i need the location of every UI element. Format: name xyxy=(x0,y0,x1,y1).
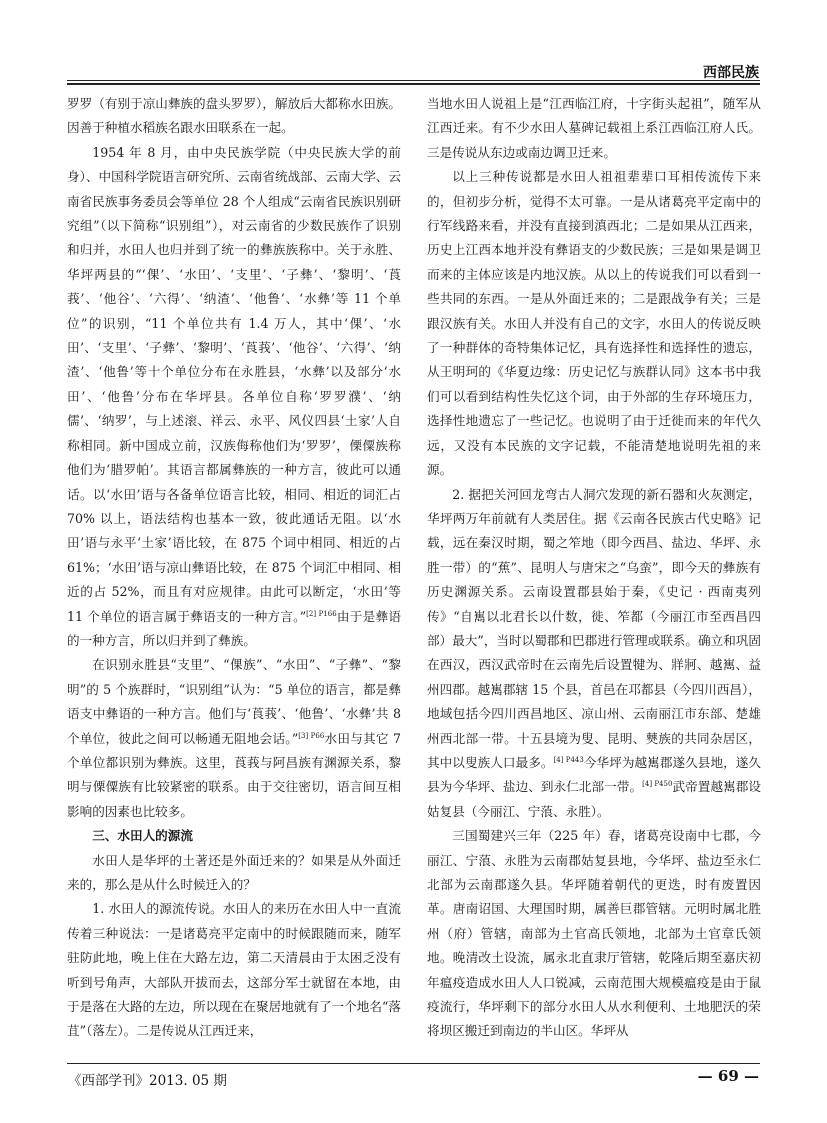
paragraph-continued xyxy=(67,92,401,141)
paragraph xyxy=(427,165,761,482)
citation-marker: [4] P443 xyxy=(553,755,584,764)
article-body xyxy=(67,92,761,1052)
section-label: 西部民族 xyxy=(703,65,759,81)
left-column xyxy=(67,92,401,1052)
paragraph xyxy=(67,897,401,1043)
citation-marker: [3] P66 xyxy=(298,731,325,740)
paragraph-continued xyxy=(427,92,761,165)
paragraph-text: 三、水田人的源流 xyxy=(92,828,193,844)
page-number: — 69 — xyxy=(697,1067,759,1085)
citation-marker: [4] P450 xyxy=(642,780,673,789)
paragraph-text: 罗罗（有别于凉山彝族的盘头罗罗），解放后大都称水田族。因善于种植水稻族名跟水田联系在一起。 xyxy=(67,96,401,136)
paragraph-text: 以上三种传说都是水田人祖祖辈辈口耳相传流传下来的，但初步分析，觉得不太可靠。一是从诸葛亮平定南中的行军线路来看，并没有直接到滇西北；二是如果从江西来，历史上江西本地并没有彝语支的少数民族；三是如果是调卫而来的主体应该是内地汉族。从以上的传说我们可以看到一些共同的东西。一是从外面迁来的；二是跟战争有关；三是跟汉族有关。水田人并没有自己的文字，水田人的传说反映了一种群体的奇特集体记忆，具有选择性和选择性的遗忘，从王明珂的《华夏边缘：历史记忆与族群认同》这本书中我们可以看到结构性失忆这个词，由于外部的生存环境压力，选择性地遗忘了一些记忆。也说明了由于迁徙而来的年代久远，又没有本民族的文字记载，不能清楚地说明先祖的来源。 xyxy=(427,169,761,478)
paragraph-text: 当地水田人说祖上是“江西临江府，十字街头起祖”，随军从江西迁来。有不少水田人墓碑记载祖上系江西临江府人氏。三是传说从东边或南边调卫迁来。 xyxy=(427,96,761,160)
paragraph-text: 水田与其它 7 个单位都识别为彝族。这里，莨莪与阿昌族有渊源关系，黎明与傈僳族有比较紧密的联系。由于交往密切，语言间互相影响的因素也比较多。 xyxy=(67,730,401,819)
right-column xyxy=(427,92,761,1052)
paragraph-text: 2. 据把关河回龙弯古人洞穴发现的新石器和火灰测定，华坪两万年前就有人类居住。据《云南各民族古代史略》记载，远在秦汉时期，蜀之笮地（即今西昌、盐边、华坪、永胜一带）的“蕉”、昆明人与唐宋之“乌蛮”，即今天的彝族有历史渊源关系。云南设置郡县始于秦，《史记 · 西南夷列传》“自嶲以北君长以什数，徙、笮都（今丽江市至西昌四部）最大”，当时以蜀郡和巴郡进行管理或联系。确立和巩固在西汉，西汉武帝时在云南先后设置犍为、牂牁、越嶲、益州四郡。越嶲郡辖 15 个县，首邑在邛都县（今四川西昌），地域包括今四川西昌地区、凉山州、云南丽江市东部、楚雄州西北部一带。十五县境为叟、昆明、僰族的共同杂居区，其中以叟族人口最多。 xyxy=(427,486,761,770)
paragraph xyxy=(427,483,761,825)
paragraph xyxy=(67,849,401,898)
paragraph-text: 今华坪为越嶲郡遂久县地，遂久县为今华坪、盐边、到永仁北部一带。 xyxy=(427,754,762,795)
citation-marker: [2] P166 xyxy=(306,609,337,618)
footer-rule xyxy=(67,1063,760,1064)
paragraph-text: 三国蜀建兴三年（225 年）春，诸葛亮设南中七郡，今丽江、宁蒗、永胜为云南郡姑复县地，今华坪、盐边至永仁北部为云南郡遂久县。华坪随着朝代的更迭，时有废置因革。唐南诏国、大理国时期，属善巨郡管辖。元明时属北胜州（府）管辖，南部为土官高氏领地，北部为土官章氏领地。晚清改土设流，属永北直隶厅管辖，乾隆后期至嘉庆初年瘟疫造成水田人人口锐减，云南范围大规模瘟疫是由于鼠疫流行，华坪剩下的部分水田人从水利便利、土地肥沃的荣将坝区搬迁到南边的半山区。华坪从 xyxy=(427,828,761,1039)
paragraph-text: 武帝置越嶲郡设姑复县（今丽江、宁蒗、永胜）。 xyxy=(427,779,762,819)
section-heading xyxy=(67,824,401,848)
paragraph-text: 1954 年 8 月，由中央民族学院（中央民族大学的前身）、中国科学院语言研究所、云南省统战部、云南大学、云南省民族事务委员会等单位 28 个人组成“云南省民族识别研究组”（以下简称“识别组”），对云南省的少数民族作了识别和归并，水田人也归并到了统一的彝族族称中。关于永胜、华坪两县的“‘倮’、‘水田’、‘支里’、‘子彝’、‘黎明’、‘莨莪’、‘他谷’、‘六得’、‘纳渣’、‘他鲁’、‘水彝’等 11 个单位”的识别，“11 个单位共有 1.4 万人，其中‘倮’、‘水田’、‘支里’、‘子彝’、‘黎明’、‘莨莪’、‘他谷’、‘六得’、‘纳渣’、‘他鲁’等十个单位分布在永胜县，‘水彝’以及部分‘水田’、‘他鲁’分布在华坪县。各单位自称‘罗罗濮’、‘纳儒’、‘纳罗’，与上述滚、祥云、永平、风仪四县‘土家’人自称相同。新中国成立前，汉族侮称他们为‘罗罗’，傈僳族称他们为‘腊罗帕’。其语言都属彝族的一种方言，彼此可以通话。以‘水田’语与各备单位语言比较，相同、相近的词汇占 70% 以上，语法结构也基本一致，彼此通话无阻。以‘水田’语与永平‘土家’语比较，在 875 个词中相同、相近的占 61%；‘水田’语与凉山彝语比较，在 875 个词汇中相同、相近的占 52%，而且有对应规律。由此可以断定，‘水田’等 11 个单位的语言属于彝语支的一种方言。” xyxy=(67,144,401,624)
paragraph xyxy=(67,141,401,654)
journal-info: 《西部学刊》2013. 05 期 xyxy=(68,1073,227,1089)
paragraph xyxy=(67,653,401,824)
paragraph-text: 由于是彝语的一种方言，所以归并到了彝族。 xyxy=(67,608,401,648)
header-rule xyxy=(67,80,760,85)
paragraph-text: 在识别永胜县“支里”、“倮族”、“水田”、“子彝”、“黎明”的 5 个族群时，“识别组”认为：“5 单位的语言，都是彝语支中彝语的一种方言。他们与‘莨莪’、‘他鲁’、‘水彝’共 8 个单位，彼此之间可以畅通无阻地会话。” xyxy=(67,657,401,746)
paragraph-text: 1. 水田人的源流传说。水田人的来历在水田人中一直流传着三种说法：一是诸葛亮平定南中的时候跟随而来，随军驻防此地，晚上住在大路左边，第二天清晨由于太困乏没有听到号角声，大部队开拔而去，这部分军士就留在本地，由于是落在大路的左边，所以现在在聚居地就有了一个地名“落苴”（落左）。二是传说从江西迁来， xyxy=(67,901,401,1039)
paragraph xyxy=(427,824,761,1044)
paragraph-text: 水田人是华坪的土著还是外面迁来的？如果是从外面迁来的，那么是从什么时候迁入的？ xyxy=(67,852,401,892)
